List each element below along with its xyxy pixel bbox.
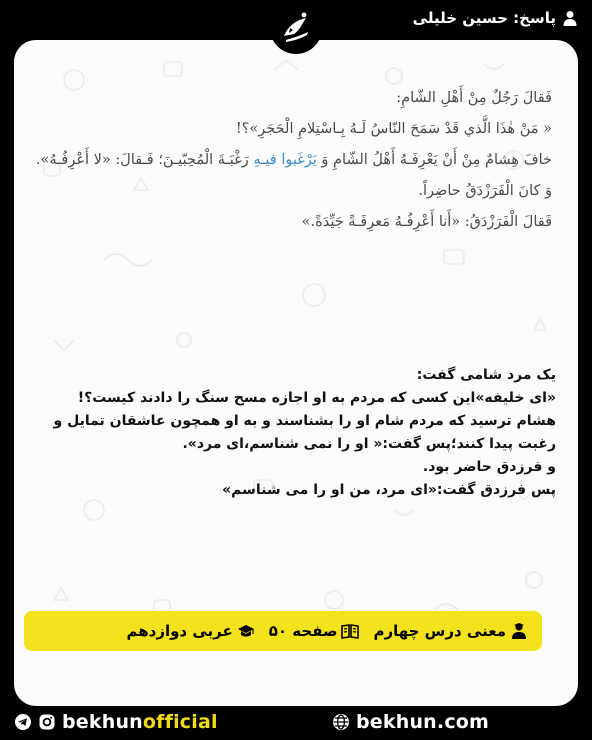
graduation-cap-icon bbox=[237, 622, 255, 640]
book-icon bbox=[341, 622, 359, 640]
social-brand-prefix: bekhun bbox=[62, 711, 143, 733]
page-number: صفحه ۵۰ bbox=[268, 622, 338, 640]
website-link[interactable] bbox=[332, 711, 489, 733]
course-name: عربی دوازدهم bbox=[126, 622, 233, 640]
arabic-line-4: وَ كانَ الْفَرَزْدَقُ حاضِراً. bbox=[418, 183, 552, 199]
arabic-line-1: فَقالَ رَجُلٌ مِنْ أَهْلِ الشّامِ: bbox=[396, 90, 552, 106]
persian-line-2: «ای خلیفه»این کسی که مردم به او اجازه مسح سنگ را دادند کیست؟! bbox=[77, 390, 556, 406]
answer-author-text: پاسخ: حسین خلیلی bbox=[412, 9, 556, 27]
persian-line-4: رغبت پیدا کنند؛پس گفت:« او را نمی شناسم،ای مرد». bbox=[182, 436, 556, 452]
social-handle[interactable] bbox=[14, 711, 218, 733]
website-text: bekhun.com bbox=[356, 711, 490, 733]
telegram-icon[interactable] bbox=[14, 713, 32, 731]
persian-translation bbox=[34, 365, 556, 503]
arabic-passage bbox=[32, 88, 552, 243]
arabic-line-3 bbox=[32, 150, 552, 170]
persian-line-1: یک مرد شامی گفت: bbox=[416, 367, 556, 383]
user-icon bbox=[562, 10, 578, 26]
footer bbox=[0, 706, 592, 740]
social-brand-accent: official bbox=[142, 711, 218, 733]
persian-line-6: پس فرزدق گفت:«ای مرد، من او را می شناسم» bbox=[222, 482, 556, 498]
arabic-highlighted-word: يَرْغَبوا فيـهِ bbox=[253, 152, 317, 168]
bekhun-logo bbox=[270, 2, 322, 54]
lesson-banner bbox=[24, 611, 542, 651]
instagram-icon[interactable] bbox=[38, 713, 56, 731]
globe-icon bbox=[332, 713, 350, 731]
arabic-line-3-end: رَغْبَـةَ الْمُحِبّيـنَ؛ فَـقالَ: «لا أَعْرِفُـهُ». bbox=[35, 152, 254, 168]
social-brand bbox=[62, 711, 218, 733]
arabic-line-3-start: خافَ هِشامٌ مِنْ أَنْ يَعْرِفَـهُ أَهْلُ الشّامِ وَ bbox=[316, 152, 552, 168]
answer-author bbox=[413, 9, 578, 27]
bekhun-logo-icon bbox=[274, 6, 318, 50]
persian-line-3: هشام ترسید که مردم شام او را بشناسند و به او همچون عاشقان تمایل و bbox=[53, 413, 556, 429]
student-icon bbox=[510, 622, 528, 640]
lesson-title: معنی درس چهارم bbox=[373, 622, 506, 640]
persian-line-5: و فرزدق حاضر بود. bbox=[422, 459, 556, 475]
arabic-line-5: فَقالَ الْفَرَزْدَقُ: «أَنا أَعْرِفُـهُ مَعرِفَـةً جَيِّدَةً.» bbox=[301, 214, 552, 230]
content-card bbox=[14, 40, 578, 706]
arabic-line-2: « مَنْ هٰذَا الَّذي قَدْ سَمَحَ النّاسُ لَـهُ بِـاسْتِلامِ الْحَجَرِ»؟! bbox=[235, 121, 552, 137]
